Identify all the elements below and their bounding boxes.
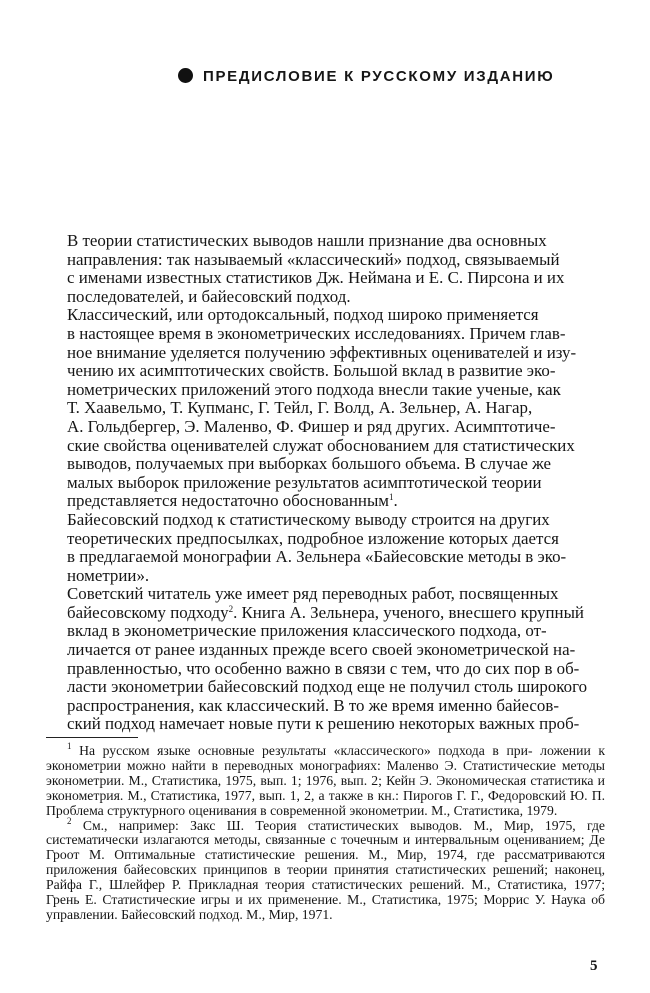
footnote-marker: 1 (67, 741, 72, 751)
footnote-divider (46, 737, 138, 738)
paragraph-1 (46, 232, 605, 306)
text-line: вклад в эконометрические приложения классического подхода, от- (67, 621, 547, 641)
text-line: последователей, и байесовский подход. (67, 286, 351, 306)
text-line: ласти эконометрии байесовский подход еще не получил столь широкого (67, 677, 588, 697)
text-line: выводов, получаемых при выборках большого объема. В случае же (67, 454, 552, 474)
footnote-text: Статистические игры и их применение. М., Статистика, 1975; Моррис У. (102, 892, 546, 908)
footnote-1 (46, 741, 606, 819)
text-line-tail: . Книга А. Зельнера, ученого, внесшего крупный (233, 602, 584, 622)
text-line-content: байесовскому подходу (67, 602, 229, 622)
text-line: правленностью, что особенно важно в связи с тем, что до сих пор в об- (67, 658, 580, 678)
footnote-marker: 2 (67, 815, 72, 826)
text-line: личается от ранее изданных прежде всего своей эконометрической на- (67, 640, 576, 660)
footnote-text: Наука об управлении. Байесовский подход. М., Мир, 1971. (46, 892, 606, 922)
text-line: В теории статистических выводов нашли признание два основных (67, 231, 547, 250)
paragraph-2 (46, 306, 605, 511)
text-line: ские свойства оценивателей служат обоснованием для статистических (67, 435, 575, 455)
text-line: Байесовский подход к статистическому выводу строится на других (67, 509, 550, 529)
text-line: представляется недостаточно обоснованным$^1$. (67, 491, 398, 511)
footnote-text: 1975, где систематически излагаются методы, связанные с точечным и интервальным оцениванием; Де Гроот М. Оптимальные статистические решения. (46, 817, 605, 863)
footnote-text: ложении к эконометрии можно найти в переводных монографиях: Маленво Э. Статистические методы эконометрии. М., Статистика, 1975, вып. 1; (46, 743, 606, 788)
text-line: Классический, или ортодоксальный, подход широко применяется (67, 305, 539, 325)
text-line: теоретических предпосылках, подробное изложение которых дается (67, 528, 559, 548)
text-line: Т. Хаавельмо, Т. Купманс, Г. Тейл, Г. Волд, А. Зельнер, А. Нагар, (67, 398, 533, 418)
text-line-content: представляется недостаточно обоснованным (67, 491, 389, 511)
paragraph-4 (46, 585, 605, 734)
text-line: распространения, как классический. В то же время именно байесов- (67, 695, 559, 715)
footnote-text: 1976, вып. 2; Кейн Э. Экономическая статистика и эконометрия. М., Статистика, 1977, вып. 1, 2, а также в кн.: Пирогов Г. Г., Федоровский Ю. П. (46, 772, 605, 803)
footnote-ref-1[interactable]: 1 (389, 492, 394, 503)
footnote-text: См., например: Закс Ш. Теория статистических выводов. М., Мир, (82, 817, 534, 833)
text-line: нометрических приложений этого подхода внесли такие ученые, как (67, 379, 561, 399)
text-line (46, 604, 605, 623)
chapter-heading (178, 66, 618, 88)
footnote-text: Прикладная теория статистических решений. М., Статистика, 1977; Грень Е. (46, 877, 606, 908)
text-line: малых выборок приложение результатов асимптотической теории (67, 472, 542, 492)
text-line: нометрии». (67, 565, 150, 585)
text-line: направления: так называемый «классический» подход, связываемый (67, 249, 560, 269)
bullet-dot-icon (178, 68, 193, 83)
footnote-ref-2[interactable]: 2 (228, 603, 234, 614)
text-line: в настоящее время в эконометрических исследованиях. Причем глав- (67, 323, 566, 343)
text-line: Советский читатель уже имеет ряд переводных работ, посвященных (67, 584, 559, 604)
body-text (46, 232, 605, 734)
text-line: А. Гольдбергер, Э. Маленво, Ф. Фишер и ряд других. Асимптотиче- (67, 416, 556, 436)
text-line: ский подход намечает новые пути к решению некоторых важных проб- (67, 714, 580, 734)
paragraph-3 (46, 511, 605, 585)
footnotes (46, 741, 606, 923)
footnote-2 (46, 815, 606, 923)
footnote-text: Проблема структурного оценивания в современной эконометрии. М., Статистика, 1979. (46, 802, 558, 818)
text-line: в предлагаемой монографии А. Зельнера «Байесовские методы в эко- (67, 547, 567, 567)
text-line: с именами известных статистиков Дж. Неймана и Е. С. Пирсона и их (67, 268, 565, 288)
footnote-text: М., Мир, 1974, где рассматриваются приложения байесовских принципов в теории принятия статистических решений; наконец, Райфа Г., Шлейфер Р. (46, 847, 606, 893)
text-line: чению их асимптотических свойств. Большой вклад в развитие эко- (67, 361, 556, 381)
text-line: ное внимание уделяется получению эффективных оценивателей и изу- (67, 342, 577, 362)
footnote-text: На русском языке основные результаты «классического» подхода в при- (79, 743, 533, 758)
page-number: 5 (590, 958, 598, 974)
chapter-heading-text: ПРЕДИСЛОВИЕ К РУССКОМУ ИЗДАНИЮ (203, 68, 555, 85)
